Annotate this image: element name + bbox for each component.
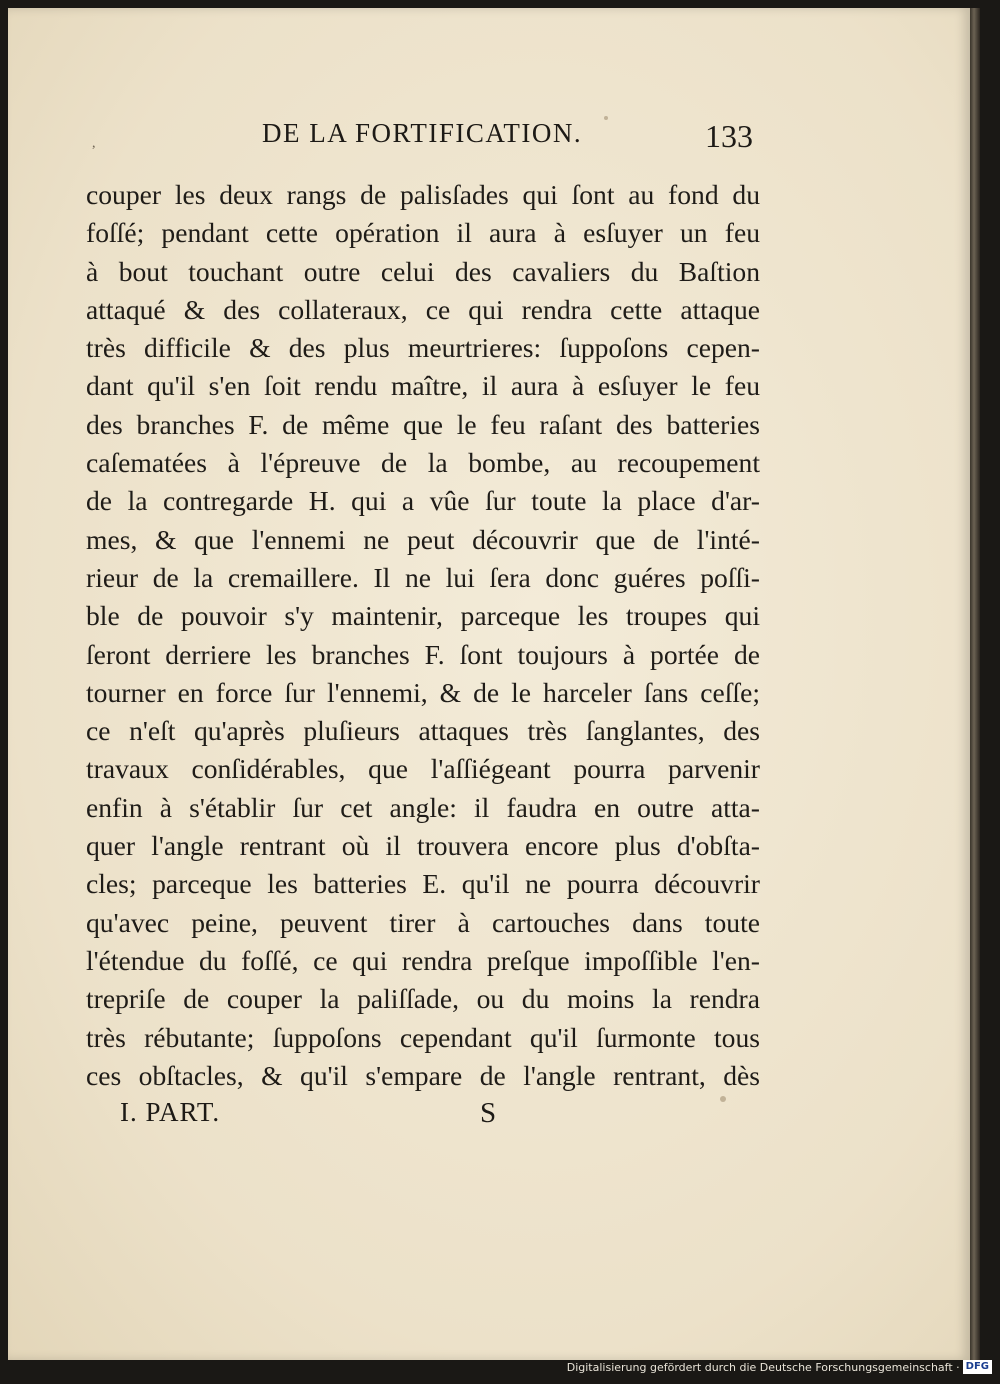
text-line: à bout touchant outre celui des cavaliers du Baſtion — [86, 255, 760, 287]
text-line: l'étendue du foſſé, ce qui rendra preſque impoſſible l'en- — [86, 944, 760, 976]
text-line: dant qu'il s'en ſoit rendu maître, il aura à esſuyer le feu — [86, 370, 760, 402]
page-edge — [970, 8, 980, 1360]
text-line: très difficile & des plus meurtrieres: ſuppoſons cepen- — [86, 332, 760, 364]
margin-mark: , — [92, 136, 96, 151]
text-line: mes, & que l'ennemi ne peut découvrir que de l'inté- — [86, 523, 760, 555]
digitization-credit — [567, 1358, 992, 1376]
text-line: ce n'eſt qu'après pluſieurs attaques très ſanglantes, des — [86, 715, 760, 747]
page-number: 133 — [705, 118, 753, 154]
credit-text: Digitalisierung gefördert durch die Deutsche Forschungsgemeinschaft · — [566, 1360, 960, 1374]
part-label: I. PART. — [120, 1097, 221, 1127]
text-line: qu'avec peine, peuvent tirer à cartouches dans toute — [86, 906, 760, 938]
text-line: de la contregarde H. qui a vûe ſur toute la place d'ar- — [86, 485, 760, 517]
page-header — [0, 118, 1000, 158]
text-line: ces obſtacles, & qu'il s'empare de l'angle rentrant, dès — [86, 1059, 760, 1091]
text-line: ble de pouvoir s'y maintenir, parceque les troupes qui — [86, 600, 760, 632]
text-line: très rébutante; ſuppoſons cependant qu'il ſurmonte tous — [86, 1021, 760, 1053]
text-line: attaqué & des collateraux, ce qui rendra cette attaque — [86, 293, 760, 325]
running-head: DE LA FORTIFICATION. — [262, 118, 583, 148]
text-line: tourner en force ſur l'ennemi, & de le harceler ſans ceſſe; — [86, 676, 760, 708]
body-text — [86, 176, 760, 1095]
text-line: cles; parceque les batteries E. qu'il ne pourra découvrir — [86, 868, 760, 900]
text-line: rieur de la cremaillere. Il ne lui ſera donc guéres poſſi- — [86, 561, 760, 593]
text-line: enfin à s'établir ſur cet angle: il faudra en outre atta- — [86, 791, 760, 823]
text-line: des branches F. de même que le feu raſant des batteries — [86, 408, 760, 440]
text-line: couper les deux rangs de palisſades qui ſont au fond du — [86, 179, 760, 210]
dfg-logo: DFG — [963, 1360, 992, 1374]
page-footer — [0, 1097, 1000, 1137]
text-line: travaux conſidérables, que l'aſſiégeant pourra parvenir — [86, 753, 760, 785]
text-line: foſſé; pendant cette opération il aura à esſuyer un feu — [86, 217, 760, 249]
text-line: ſeront derriere les branches F. ſont toujours à portée de — [86, 638, 760, 670]
signature-mark: S — [480, 1097, 497, 1129]
text-line: quer l'angle rentrant où il trouvera encore plus d'obſta- — [86, 830, 760, 862]
text-line: trepriſe de couper la paliſſade, ou du moins la rendra — [86, 983, 760, 1015]
text-line: caſematées à l'épreuve de la bombe, au recoupement — [86, 447, 760, 479]
